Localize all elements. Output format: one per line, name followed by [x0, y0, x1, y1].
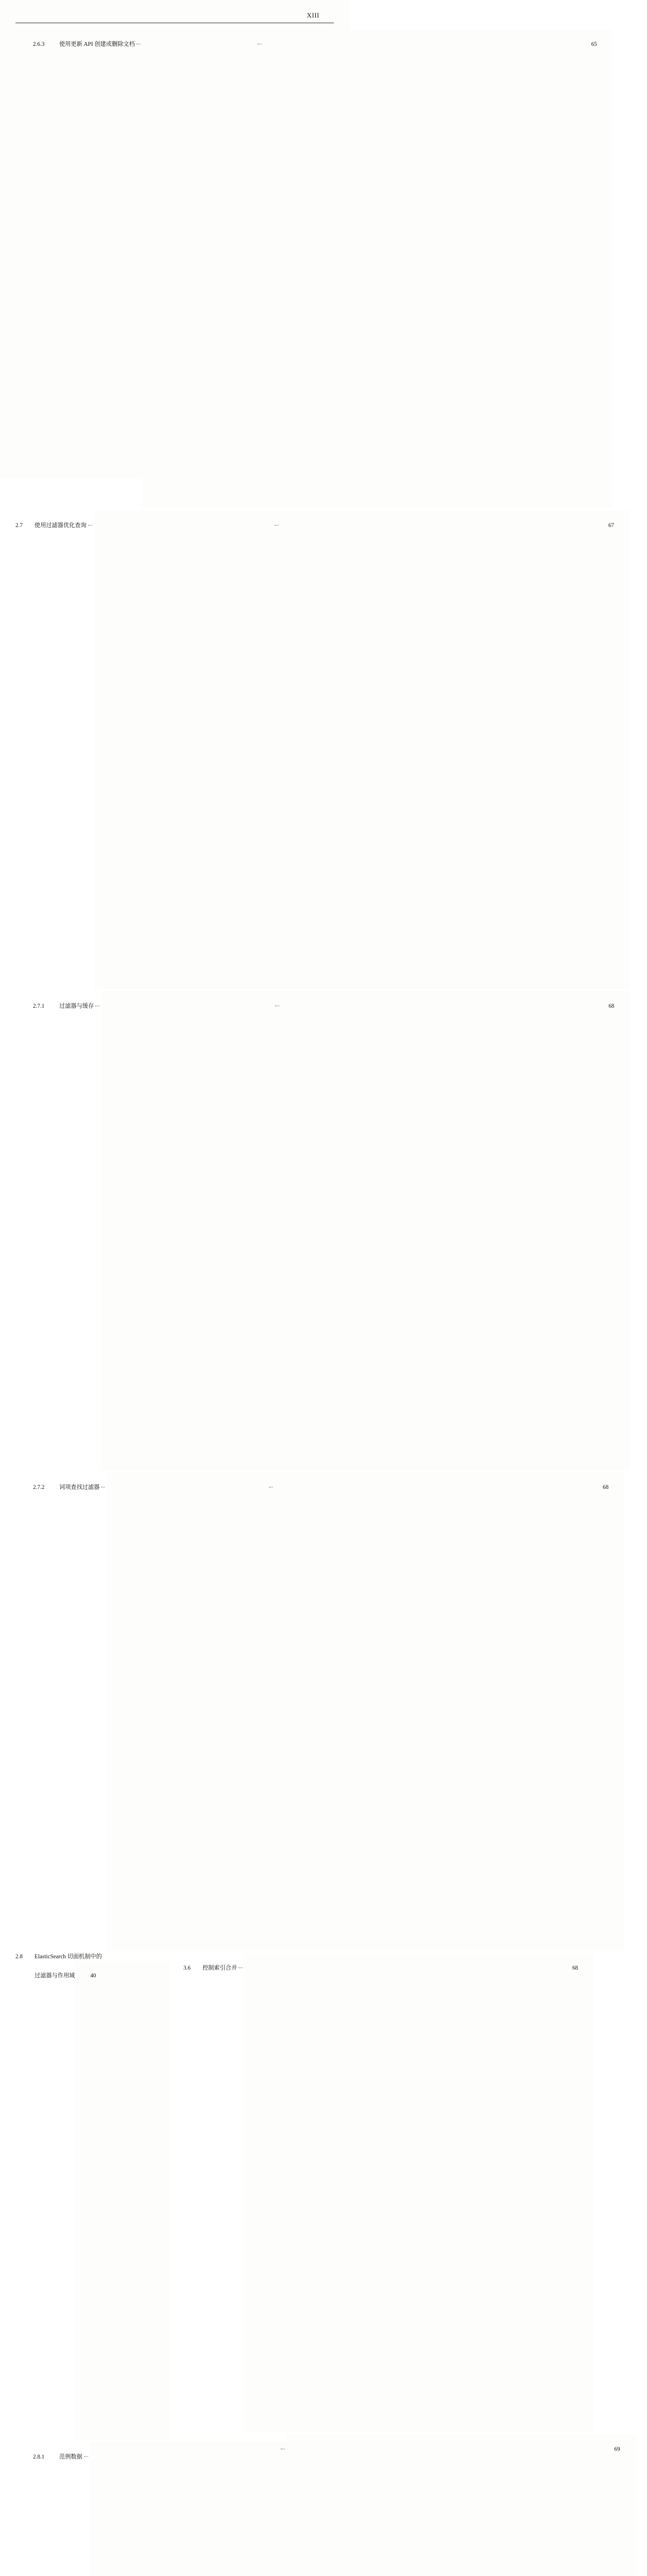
toc-page-number: 65: [263, 29, 612, 508]
toc-entry[interactable]: [183, 1953, 578, 2432]
toc-section-number: 2.7.1: [33, 1003, 45, 1010]
toc-section-title-line1: ElasticSearch 切面机制中的: [35, 1954, 102, 1960]
toc-section-title: 范例数据: [59, 2453, 82, 2460]
toc-entry[interactable]: [15, 991, 170, 1470]
toc-entry[interactable]: [15, 511, 170, 989]
toc-columns: [15, 29, 620, 2576]
toc-page-number: 68: [281, 991, 630, 1470]
toc-entry[interactable]: [15, 29, 170, 508]
toc-entry[interactable]: [15, 1472, 170, 1951]
toc-section-number: 2.6.3: [33, 41, 45, 47]
toc-page-number: 69: [286, 2434, 636, 2576]
toc-section-number: 2.8.1: [33, 2453, 45, 2460]
toc-section-title: 词项查找过滤器: [59, 1484, 100, 1490]
toc-leader-dots: [275, 525, 279, 526]
toc-page-number: 40: [75, 1961, 170, 2439]
toc-leader-dots: [88, 525, 92, 526]
toc-section-number: 2.7: [15, 522, 23, 529]
toc-section-title: 过滤器与缓存: [59, 1003, 94, 1010]
toc-section-title-line2: 过滤器与作用域: [35, 1973, 75, 1979]
toc-column-left: [15, 29, 170, 2576]
toc-section-number: 2.7.2: [33, 1484, 45, 1490]
toc-page-number: 68: [275, 1472, 624, 1951]
toc-section-number: 2.8: [15, 1954, 23, 1960]
toc-entry[interactable]: [15, 2442, 170, 2576]
page-number: XIII: [307, 11, 319, 19]
toc-section-title: 使用过滤器优化查询: [35, 522, 87, 529]
toc-page-number: 68: [244, 1953, 593, 2432]
toc-leader-dots: [84, 2456, 88, 2457]
toc-section-number: 3.6: [183, 1965, 191, 1972]
toc-entry[interactable]: [15, 1953, 170, 2439]
toc-section-title: 控制索引合并: [202, 1965, 237, 1972]
toc-page-number: 67: [280, 511, 629, 989]
toc-section-title: 使用更新 API 创建或删除文档: [59, 41, 135, 47]
